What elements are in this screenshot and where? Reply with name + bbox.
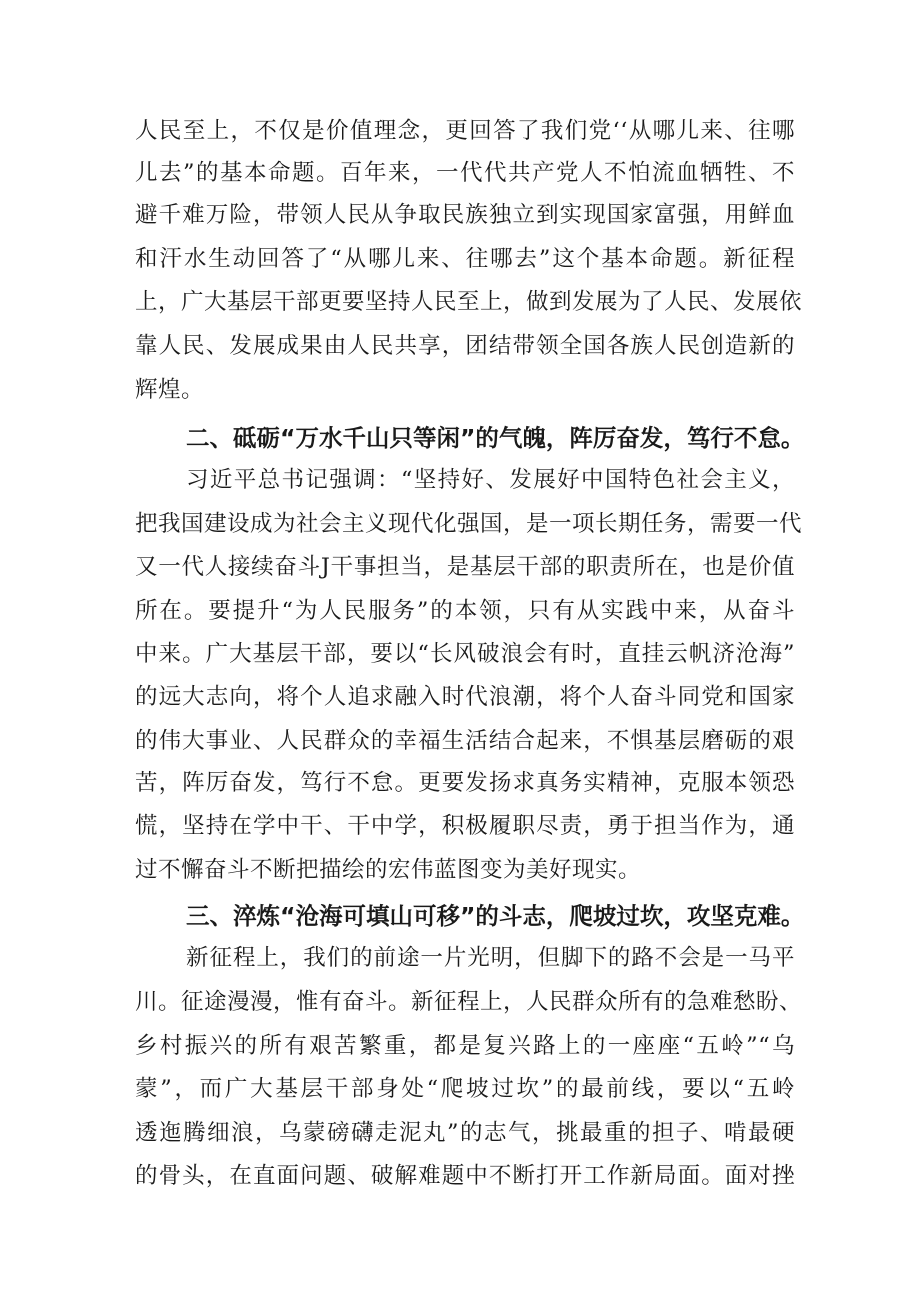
- paragraph-line: 把我国建设成为社会主义现代化强国，是一项长期任务，需要一代: [135, 511, 803, 537]
- paragraph-line: 人民至上，不仅是价值理念，更回答了我们党‘‘从哪儿来、往哪: [135, 118, 795, 144]
- paragraph-line: 避千难万险，带领人民从争取民族独立到实现国家富强，用鲜血: [135, 202, 795, 228]
- paragraph-line: 的伟大事业、人民群众的幸福生活结合起来，不惧基层磨砺的艰: [135, 728, 795, 754]
- paragraph-line: 透迤腾细浪，乌蒙磅礴走泥丸”的志气，挑最重的担子、啃最硬: [135, 1120, 795, 1146]
- paragraph-line: 和汗水生动回答了“从哪儿来、往哪去”这个基本命题。新征程: [135, 246, 795, 272]
- paragraph-line: 辉煌。: [135, 377, 205, 403]
- paragraph-line: 乡村振兴的所有艰苦繁重，都是复兴路上的一座座“五岭”“乌: [135, 1033, 795, 1059]
- paragraph-line: 习近平总书记强调：“坚持好、发展好中国特色社会主义，: [186, 467, 795, 493]
- paragraph-line: 川。征途漫漫，惟有奋斗。新征程上，人民群众所有的急难愁盼、: [135, 989, 803, 1015]
- paragraph-line: 蒙”，而广大基层干部身处“爬坡过坎”的最前线，要以“五岭: [135, 1076, 795, 1102]
- paragraph-line: 的远大志向，将个人追求融入时代浪潮，将个人奋斗同党和国家: [135, 684, 795, 710]
- paragraph-line: 过不懈奋斗不断把描绘的宏伟蓝图变为美好现实。: [135, 857, 642, 883]
- section-heading: 二、砥砺“万水千山只等闲”的气魄，阵厉奋发，笃行不怠。: [186, 424, 805, 452]
- paragraph-line: 所在。要提升“为人民服务”的本领，只有从实践中来，从奋斗: [135, 598, 795, 624]
- paragraph-line: 中来。广大基层干部，要以“长风破浪会有时，直挂云帆济沧海”: [135, 641, 795, 667]
- paragraph-line: 新征程上，我们的前途一片光明，但脚下的路不会是一马平: [186, 945, 795, 971]
- paragraph-line: 苦，阵厉奋发，笃行不怠。更要发扬求真务实精神，克服本领恐: [135, 770, 795, 796]
- paragraph-line: 慌，坚持在学中干、干中学，积极履职尽责，勇于担当作为，通: [135, 813, 795, 839]
- paragraph-line: 儿去”的基本命题。百年来，一代代共产党人不怕流血牺牲、不: [135, 160, 795, 186]
- paragraph-line: 又一代人接续奋斗J干事担当，是基层干部的职责所在，也是价值: [135, 554, 795, 580]
- section-heading: 三、淬炼“沧海可填山可移”的斗志，爬坡过坎，攻坚克难。: [186, 902, 805, 930]
- paragraph-line: 上，广大基层干部更要坚持人民至上，做到发展为了人民、发展依: [135, 289, 803, 315]
- paragraph-line: 的骨头，在直面问题、破解难题中不断打开工作新局面。面对挫: [135, 1163, 795, 1189]
- paragraph-line: 靠人民、发展成果由人民共享，团结带领全国各族人民创造新的: [135, 333, 795, 359]
